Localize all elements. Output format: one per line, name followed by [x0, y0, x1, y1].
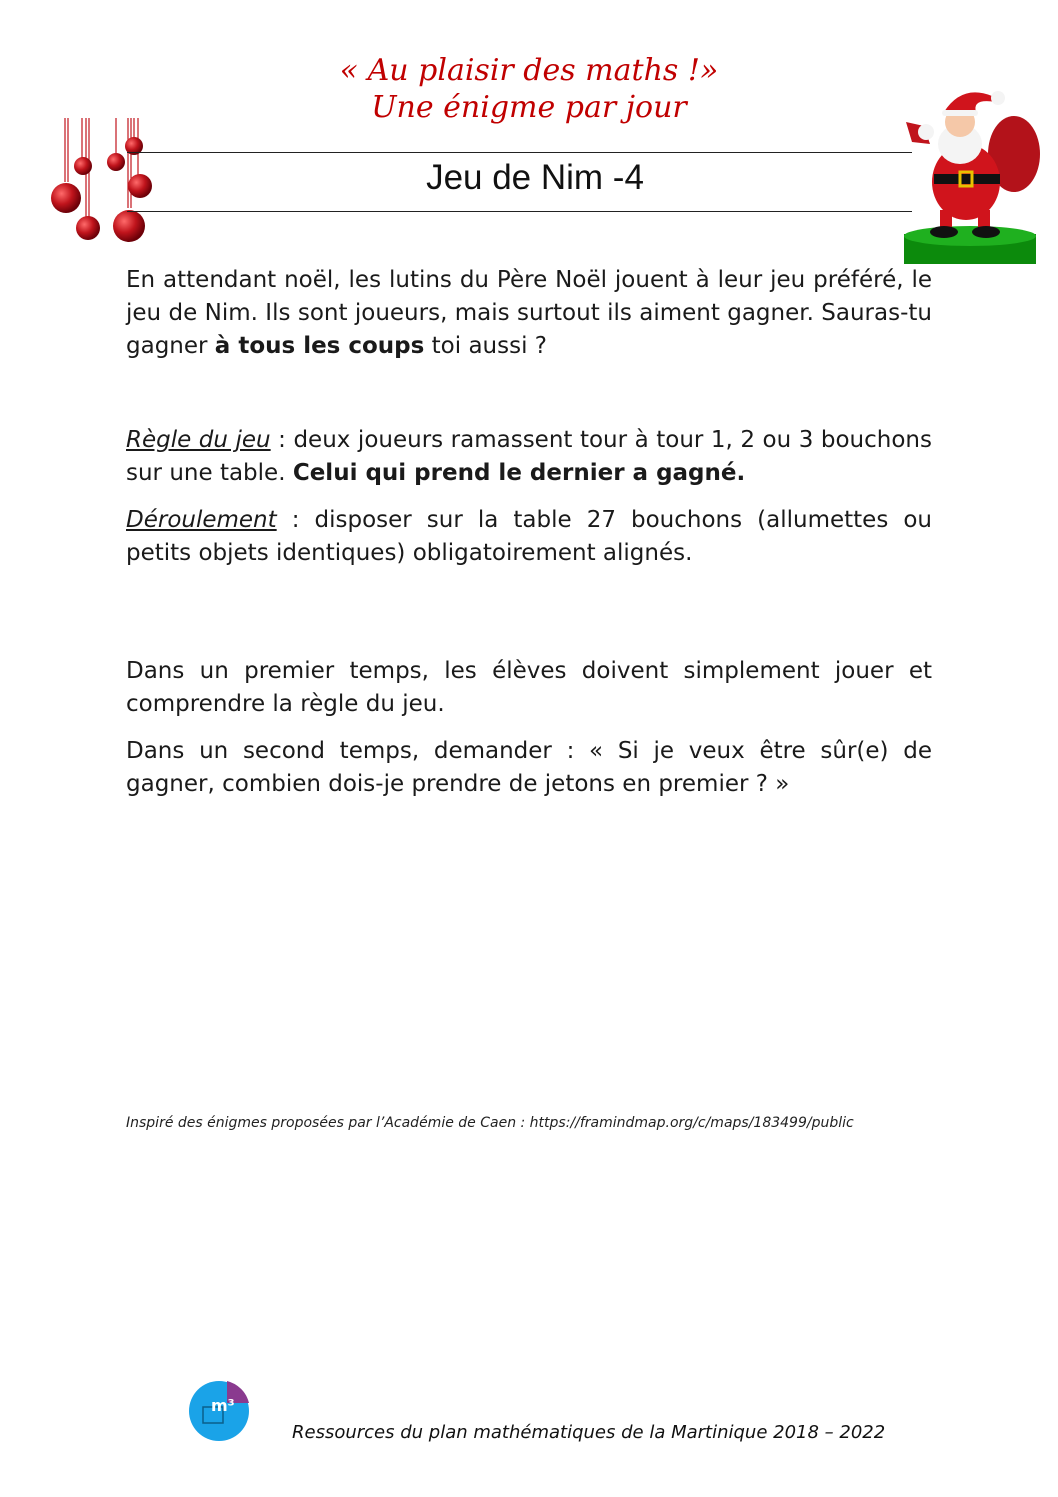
page-title: Jeu de Nim -4	[426, 158, 644, 197]
intro-bold-text: à tous les coups	[214, 333, 425, 359]
intro-text-a: En attendant noël, les lutins du Père Noël jouent à leur jeu préféré, le jeu de Nim. Ils sont joueurs, mais surtout ils aiment gagner. Sauras-tu gagner	[126, 267, 932, 359]
step1-paragraph: Dans un premier temps, les élèves doivent simplement jouer et comprendre la règle du jeu.	[126, 658, 932, 717]
m3-logo-icon	[187, 1381, 251, 1441]
progress-text: : disposer sur la table 27 bouchons (allumettes ou petits objets identiques) obligatoirement alignés.	[126, 507, 932, 566]
header-title-line2: Une énigme par jour	[371, 90, 687, 125]
rule-paragraph	[126, 424, 932, 490]
logo-text: m³	[211, 1396, 235, 1415]
header-title-line1: « Au plaisir des maths !»	[339, 53, 719, 88]
footer-credit: Ressources du plan mathématiques de la Martinique 2018 – 2022	[292, 1422, 886, 1443]
source-note: Inspiré des énigmes proposées par l’Académie de Caen : https://framindmap.org/c/maps/183499/public	[126, 1115, 854, 1131]
rule-bold-text: Celui qui prend le dernier a gagné.	[292, 460, 746, 486]
step2-paragraph: Dans un second temps, demander : « Si je veux être sûr(e) de gagner, combien dois-je prendre de jetons en premier ? »	[126, 738, 932, 797]
intro-paragraph	[126, 264, 932, 363]
intro-text-b: toi aussi ?	[424, 333, 547, 359]
rule-text: : deux joueurs ramassent tour à tour 1, 2 ou 3 bouchons sur une table.	[126, 427, 932, 486]
rule-label: Règle du jeu	[126, 427, 271, 453]
progress-label: Déroulement	[126, 507, 277, 533]
progress-paragraph	[126, 504, 932, 570]
